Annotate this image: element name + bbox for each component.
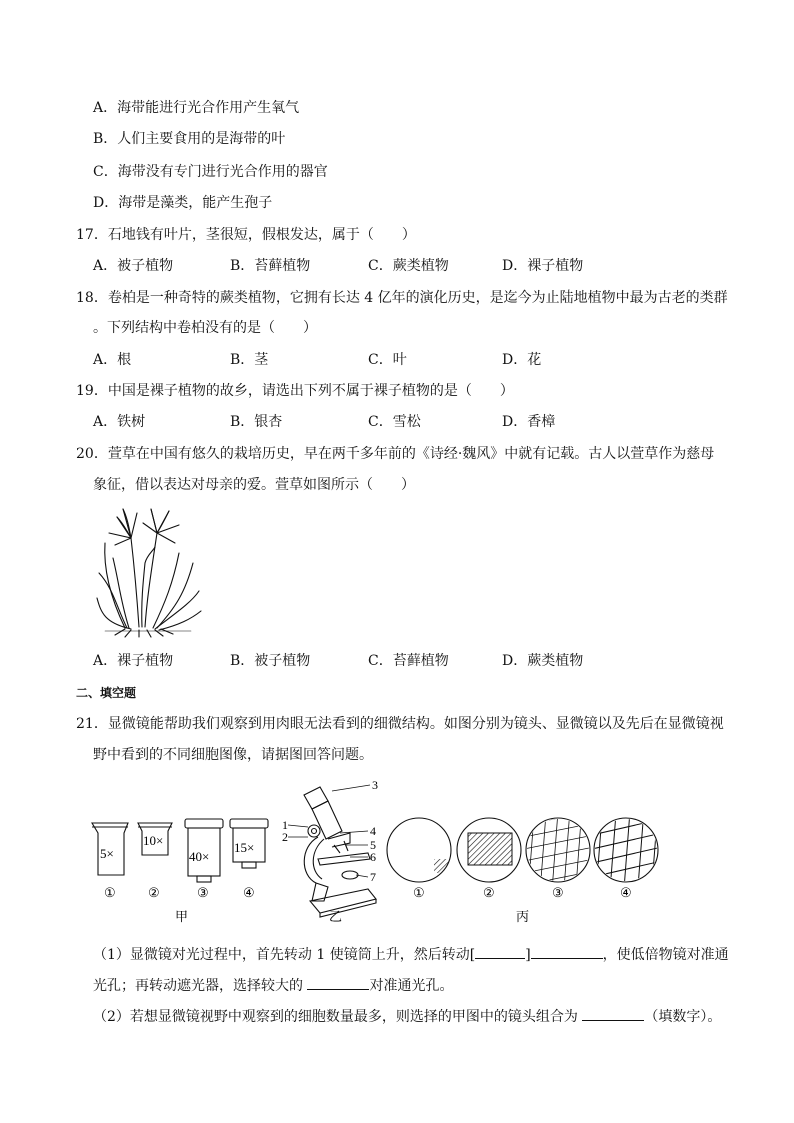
q18-option-a: A．根 xyxy=(93,352,132,368)
q16-option-d: D．海带是藻类，能产生孢子 xyxy=(93,195,273,211)
q17-option-d: D．裸子植物 xyxy=(502,258,584,274)
q21-sub2-text-a: （2）若想显微镜视野中观察到的细胞数量最多，则选择的甲图中的镜头组合为 xyxy=(93,1009,583,1025)
q21-sub1-line2 xyxy=(93,975,453,996)
q17-option-a: A．被子植物 xyxy=(93,258,174,274)
q21-stem-line2: 野中看到的不同细胞图像，请据图回答问题。 xyxy=(93,747,373,763)
q21-sub1-blank-2[interactable] xyxy=(531,944,603,959)
q16-option-a: A．海带能进行光合作用产生氧气 xyxy=(93,100,300,116)
q18-stem-line2: 。下列结构中卷柏没有的是（ ） xyxy=(93,320,317,336)
q16-option-b: B．人们主要食用的是海带的叶 xyxy=(93,131,286,147)
q21-sub1-text-d: 光孔；再转动遮光器，选择较大的 xyxy=(93,978,308,994)
q21-sub1-blank-1[interactable] xyxy=(475,944,525,959)
caption-yi: 乙 xyxy=(329,909,343,924)
micro-label-3: 3 xyxy=(372,778,378,792)
q20-option-c: C．苔藓植物 xyxy=(368,653,449,669)
field-number-4: ④ xyxy=(620,885,632,900)
lens-number-2: ② xyxy=(148,885,160,900)
q18-option-d: D．花 xyxy=(502,352,542,368)
micro-label-1: 1 xyxy=(282,818,288,832)
daylily-illustration xyxy=(95,503,203,638)
q21-sub2-text-b: （填数字）。 xyxy=(644,1009,722,1025)
q19-option-c: C．雪松 xyxy=(368,414,421,430)
field-number-3: ③ xyxy=(552,885,564,900)
field-number-1: ① xyxy=(413,885,425,900)
q17-stem: 17．石地钱有叶片，茎很短，假根发达，属于（ ） xyxy=(76,227,416,243)
q21-sub2-line xyxy=(93,1006,721,1027)
q21-sub2-blank[interactable] xyxy=(582,1006,644,1021)
q21-sub1-text-c: ，使低倍物镜对准通 xyxy=(602,947,729,963)
q21-sub1-text-e: 对准通光孔。 xyxy=(369,978,454,994)
q18-option-b: B．茎 xyxy=(230,352,269,368)
q21-sub1-text-a: （1）显微镜对光过程中，首先转动 1 使镜筒上升，然后转动[ xyxy=(93,947,476,963)
q19-option-a: A．铁树 xyxy=(93,414,146,430)
lens-number-1: ① xyxy=(104,885,116,900)
lens-number-4: ④ xyxy=(243,885,255,900)
micro-label-6: 6 xyxy=(370,850,376,864)
lens-label-4: 15× xyxy=(234,840,255,855)
lens-label-1: 5× xyxy=(100,846,114,861)
q20-option-d: D．蕨类植物 xyxy=(502,653,584,669)
microscope-figure xyxy=(88,775,668,930)
microscope-drawing xyxy=(304,787,376,917)
micro-label-5: 5 xyxy=(370,838,376,852)
q21-sub1-blank-3[interactable] xyxy=(307,975,369,990)
q19-option-d: D．香樟 xyxy=(502,414,556,430)
q20-stem-line2: 象征，借以表达对母亲的爱。萱草如图所示（ ） xyxy=(93,477,415,493)
micro-label-7: 7 xyxy=(370,870,376,884)
q19-stem: 19．中国是裸子植物的故乡，请选出下列不属于裸子植物的是（ ） xyxy=(76,383,514,399)
lens-label-3: 40× xyxy=(189,849,210,864)
q17-option-b: B．苔藓植物 xyxy=(230,258,311,274)
q21-stem-line1: 21．显微镜能帮助我们观察到用肉眼无法看到的细微结构。如图分别为镜头、显微镜以及先后在显微镜视 xyxy=(76,716,724,732)
q19-option-b: B．银杏 xyxy=(230,414,283,430)
lens-label-2: 10× xyxy=(143,833,164,848)
q18-option-c: C．叶 xyxy=(368,352,407,368)
q20-option-a: A．裸子植物 xyxy=(93,653,174,669)
caption-jia: 甲 xyxy=(175,909,189,924)
q21-sub1-line1 xyxy=(93,944,729,965)
q20-option-b: B．被子植物 xyxy=(230,653,311,669)
field-number-2: ② xyxy=(483,885,495,900)
caption-bing: 丙 xyxy=(516,909,530,924)
q18-stem-line1: 18．卷柏是一种奇特的蕨类植物，它拥有长达 4 亿年的演化历史，是迄今为止陆地植物中最为古老的类群 xyxy=(76,290,728,306)
micro-label-2: 2 xyxy=(282,830,288,844)
q16-option-c: C．海带没有专门进行光合作用的器官 xyxy=(93,164,328,180)
q20-stem-line1: 20．萱草在中国有悠久的栽培历史，早在两千多年前的《诗经·魏风》中就有记载。古人以萱草作为慈母 xyxy=(76,446,715,462)
q21-sub1-text-b: ] xyxy=(525,947,531,963)
section-title-fill-in: 二、填空题 xyxy=(76,686,137,700)
micro-label-4: 4 xyxy=(370,824,376,838)
q17-option-c: C．蕨类植物 xyxy=(368,258,449,274)
lens-number-3: ③ xyxy=(197,885,209,900)
